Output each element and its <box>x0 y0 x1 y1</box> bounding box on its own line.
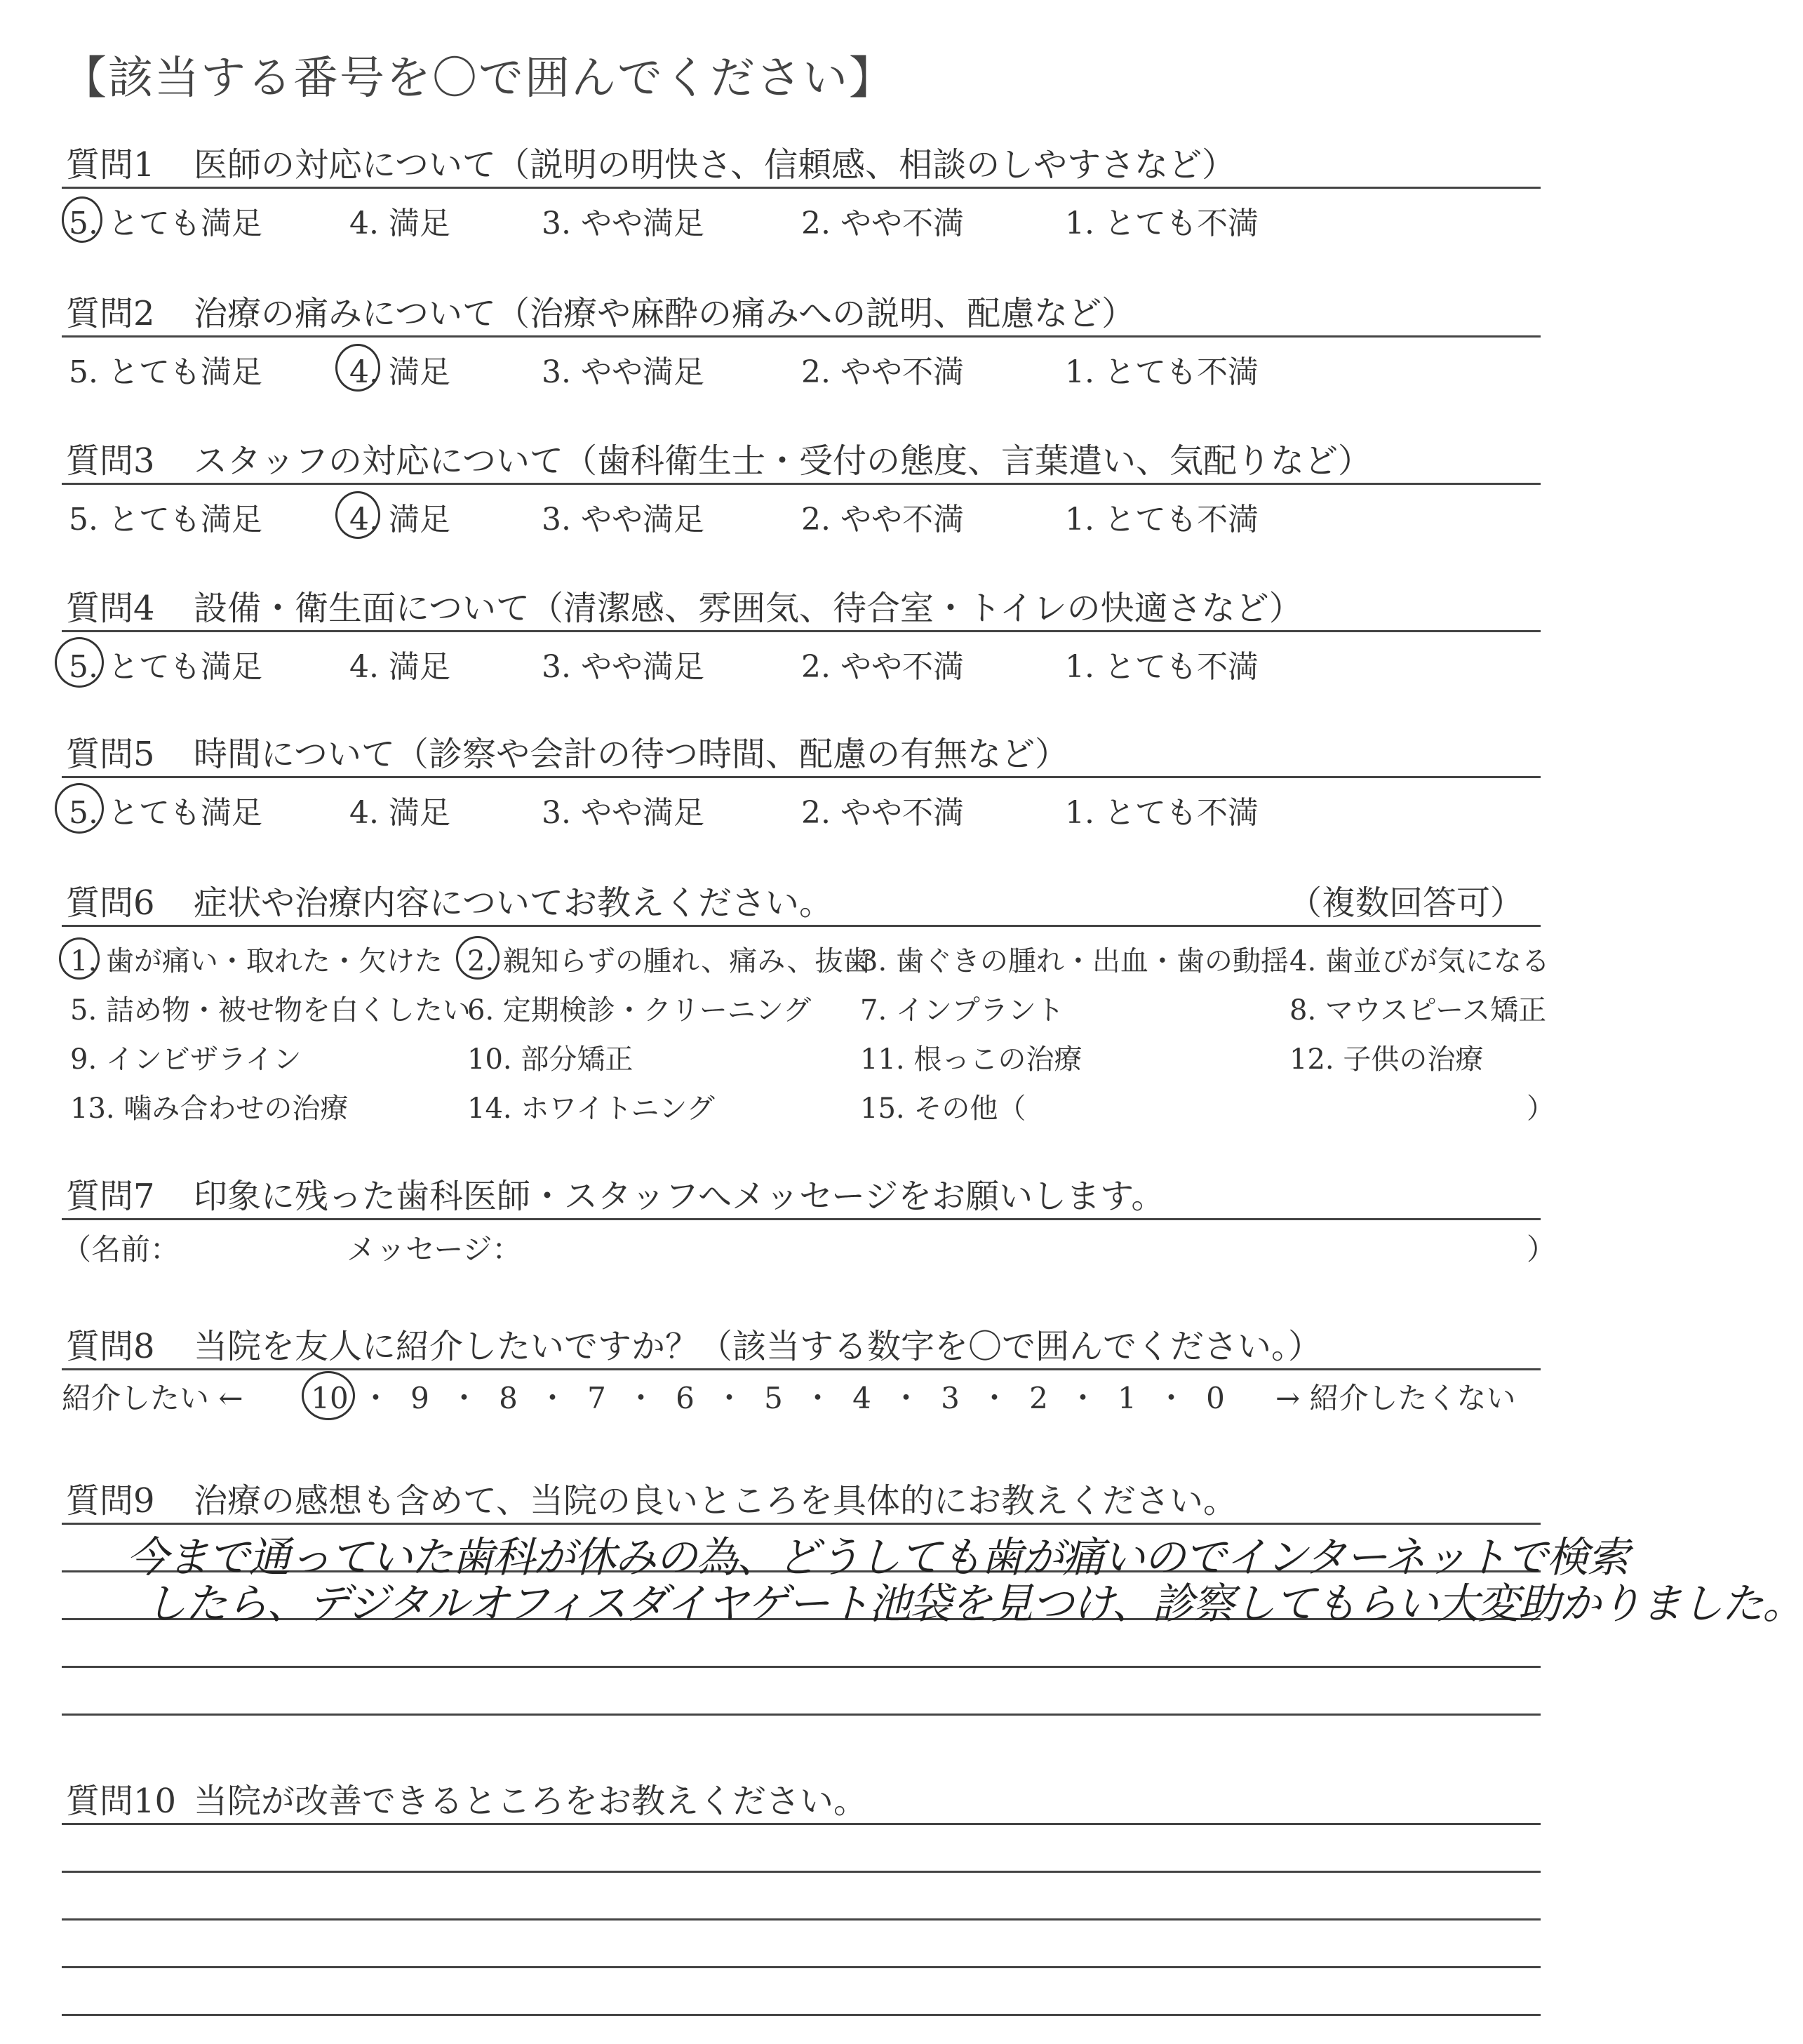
q8-scale-separator: ・ <box>714 1381 744 1415</box>
q8-scale-value-5[interactable]: 5 <box>764 1381 783 1415</box>
q6-item-15-close: ） <box>1527 1093 1555 1125</box>
question-6-rule <box>62 925 1541 927</box>
question-6-text: 症状や治療内容についてお教えください。 <box>194 883 833 923</box>
q4-selection-circle <box>55 637 104 688</box>
q9-line-5 <box>62 1714 1541 1716</box>
q4-option-1[interactable]: 1. とても不満 <box>1065 649 1259 685</box>
question-10-number: 質問10 <box>66 1782 177 1821</box>
question-2-number: 質問2 <box>66 294 155 333</box>
q6-item-11[interactable]: 11. 根っこの治療 <box>860 1043 1083 1076</box>
question-2-text: 治療の痛みについて（治療や麻酔の痛みへの説明、配慮など） <box>194 294 1136 333</box>
q2-option-2[interactable]: 2. やや不満 <box>801 354 964 390</box>
q5-option-1[interactable]: 1. とても不満 <box>1065 795 1259 831</box>
question-5-text: 時間について（診察や会計の待つ時間、配慮の有無など） <box>194 735 1069 774</box>
question-8-number: 質問8 <box>66 1327 155 1366</box>
question-4-text: 設備・衛生面について（清潔感、雰囲気、待合室・トイレの快適さなど） <box>194 589 1303 628</box>
q4-option-5[interactable]: 5. とても満足 <box>69 649 262 685</box>
question-3 <box>66 434 1372 482</box>
question-4-rule <box>62 630 1541 632</box>
question-5-number: 質問5 <box>66 735 155 774</box>
q9-line-4 <box>62 1666 1541 1668</box>
question-2 <box>66 286 1135 335</box>
q6-item-14[interactable]: 14. ホワイトニング <box>467 1093 715 1125</box>
q6-item-2[interactable]: 2. 親知らずの腫れ、痛み、抜歯 <box>467 945 871 977</box>
q9-handwritten-line-1: 今まで通っていた歯科が休みの為、どうしても歯が痛いのでインターネットで検索 <box>126 1533 1628 1582</box>
q8-scale-value-8[interactable]: 8 <box>499 1381 518 1415</box>
q8-scale-separator: ・ <box>979 1381 1010 1415</box>
q3-selection-circle <box>335 491 380 539</box>
q7-close-paren: ） <box>1527 1232 1557 1267</box>
q10-line-3 <box>62 1918 1541 1921</box>
q10-line-1 <box>62 1823 1541 1825</box>
q4-option-2[interactable]: 2. やや不満 <box>801 649 964 685</box>
question-7-rule <box>62 1218 1541 1220</box>
q5-option-5[interactable]: 5. とても満足 <box>69 795 262 831</box>
question-9-text: 治療の感想も含めて、当院の良いところを具体的にお教えください。 <box>194 1481 1238 1521</box>
q8-scale-value-0[interactable]: 0 <box>1206 1381 1225 1415</box>
q8-scale-separator: ・ <box>361 1381 391 1415</box>
q6-item-1[interactable]: 1. 歯が痛い・取れた・欠けた <box>70 945 443 977</box>
form-header: 【該当する番号を〇で囲んでください】 <box>62 53 895 105</box>
question-4-number: 質問4 <box>66 589 155 628</box>
q8-scale-separator: ・ <box>537 1381 568 1415</box>
q1-option-3[interactable]: 3. やや満足 <box>542 206 704 241</box>
question-3-rule <box>62 483 1541 485</box>
question-10 <box>66 1774 867 1822</box>
q8-scale-value-9[interactable]: 9 <box>410 1381 429 1415</box>
q1-selection-circle <box>62 196 102 243</box>
q3-option-2[interactable]: 2. やや不満 <box>801 502 964 537</box>
q6-item-15[interactable]: 15. その他（ <box>860 1093 1026 1125</box>
q9-handwritten-line-2: したら、デジタルオフィスダイヤゲート池袋を見つけ、診察してもらい大変助かりました。 <box>145 1579 1803 1629</box>
q6-item-2-selection-circle <box>456 936 500 980</box>
q6-item-9[interactable]: 9. インビザライン <box>70 1043 302 1076</box>
q6-item-8[interactable]: 8. マウスピース矯正 <box>1289 994 1547 1027</box>
q8-scale-value-10[interactable]: 10 <box>311 1381 349 1415</box>
q2-option-4[interactable]: 4. 満足 <box>349 354 450 390</box>
q10-line-2 <box>62 1871 1541 1873</box>
q6-item-7[interactable]: 7. インプラント <box>860 994 1064 1027</box>
q8-scale-value-2[interactable]: 2 <box>1029 1381 1048 1415</box>
question-9-number: 質問9 <box>66 1481 155 1521</box>
q5-option-2[interactable]: 2. やや不満 <box>801 795 964 831</box>
q8-scale-value-6[interactable]: 6 <box>676 1381 695 1415</box>
q10-line-5 <box>62 2014 1541 2016</box>
question-5-rule <box>62 776 1541 778</box>
q6-item-3[interactable]: 3. 歯ぐきの腫れ・出血・歯の動揺 <box>860 945 1289 977</box>
question-6-note: （複数回答可） <box>1288 883 1524 923</box>
q5-option-4[interactable]: 4. 満足 <box>349 795 450 831</box>
question-3-number: 質問3 <box>66 441 155 481</box>
question-3-text: スタッフの対応について（歯科衛生士・受付の態度、言葉遣い、気配りなど） <box>194 441 1372 481</box>
q4-option-4[interactable]: 4. 満足 <box>349 649 450 685</box>
question-8-rule <box>62 1368 1541 1370</box>
q8-scale-separator: ・ <box>626 1381 656 1415</box>
question-9 <box>66 1474 1237 1522</box>
q5-selection-circle <box>55 783 104 834</box>
q8-scale-value-1[interactable]: 1 <box>1118 1381 1137 1415</box>
q2-option-1[interactable]: 1. とても不満 <box>1065 354 1259 390</box>
q2-option-5[interactable]: 5. とても満足 <box>69 354 262 390</box>
q6-item-4[interactable]: 4. 歯並びが気になる <box>1289 945 1550 977</box>
q8-scale-separator: ・ <box>1068 1381 1098 1415</box>
q2-option-3[interactable]: 3. やや満足 <box>542 354 704 390</box>
q5-option-3[interactable]: 3. やや満足 <box>542 795 704 831</box>
q8-left-label: 紹介したい ← <box>62 1381 243 1415</box>
q1-option-1[interactable]: 1. とても不満 <box>1065 206 1259 241</box>
q8-scale-value-7[interactable]: 7 <box>587 1381 606 1415</box>
q8-right-label: → 紹介したくない <box>1275 1381 1516 1415</box>
q1-option-2[interactable]: 2. やや不満 <box>801 206 964 241</box>
q6-item-13[interactable]: 13. 噛み合わせの治療 <box>70 1093 349 1125</box>
q3-option-1[interactable]: 1. とても不満 <box>1065 502 1259 537</box>
question-6-number: 質問6 <box>66 883 155 923</box>
q7-message-label: メッセージ： <box>347 1232 522 1267</box>
question-5 <box>66 727 1068 775</box>
q8-scale <box>306 1375 1238 1417</box>
question-2-rule <box>62 335 1541 338</box>
question-7-text: 印象に残った歯科医師・スタッフへメッセージをお願いします。 <box>194 1177 1165 1216</box>
q8-scale-separator: ・ <box>803 1381 833 1415</box>
q8-selection-circle <box>302 1371 355 1420</box>
question-1-rule <box>62 187 1541 189</box>
q1-option-5[interactable]: 5. とても満足 <box>69 206 262 241</box>
question-10-text: 当院が改善できるところをお教えください。 <box>194 1782 868 1821</box>
question-8-text: 当院を友人に紹介したいですか？（該当する数字を〇で囲んでください。） <box>194 1327 1322 1366</box>
q6-item-6[interactable]: 6. 定期検診・クリーニング <box>467 994 812 1027</box>
question-1-number: 質問1 <box>66 145 155 185</box>
q7-name-label: （名前： <box>62 1232 180 1267</box>
q6-item-12[interactable]: 12. 子供の治療 <box>1289 1043 1484 1076</box>
q3-option-4[interactable]: 4. 満足 <box>349 502 450 537</box>
question-7-number: 質問7 <box>66 1177 155 1216</box>
q10-line-4 <box>62 1966 1541 1968</box>
q2-selection-circle <box>335 344 380 392</box>
question-4 <box>66 581 1303 629</box>
question-6 <box>66 876 833 924</box>
question-1 <box>66 138 1235 186</box>
q8-scale-separator: ・ <box>891 1381 921 1415</box>
q1-option-4[interactable]: 4. 満足 <box>349 206 450 241</box>
q6-item-5[interactable]: 5. 詰め物・被せ物を白くしたい <box>70 994 471 1027</box>
q3-option-5[interactable]: 5. とても満足 <box>69 502 262 537</box>
q8-scale-value-4[interactable]: 4 <box>852 1381 871 1415</box>
question-7 <box>66 1169 1165 1217</box>
q6-item-10[interactable]: 10. 部分矯正 <box>467 1043 634 1076</box>
q8-scale-separator: ・ <box>1156 1381 1186 1415</box>
q4-option-3[interactable]: 3. やや満足 <box>542 649 704 685</box>
q6-item-1-selection-circle <box>59 937 100 980</box>
question-8 <box>66 1319 1322 1368</box>
question-1-text: 医師の対応について（説明の明快さ、信頼感、相談のしやすさなど） <box>194 145 1236 185</box>
q8-scale-separator: ・ <box>449 1381 479 1415</box>
q8-scale-value-3[interactable]: 3 <box>941 1381 960 1415</box>
q3-option-3[interactable]: 3. やや満足 <box>542 502 704 537</box>
